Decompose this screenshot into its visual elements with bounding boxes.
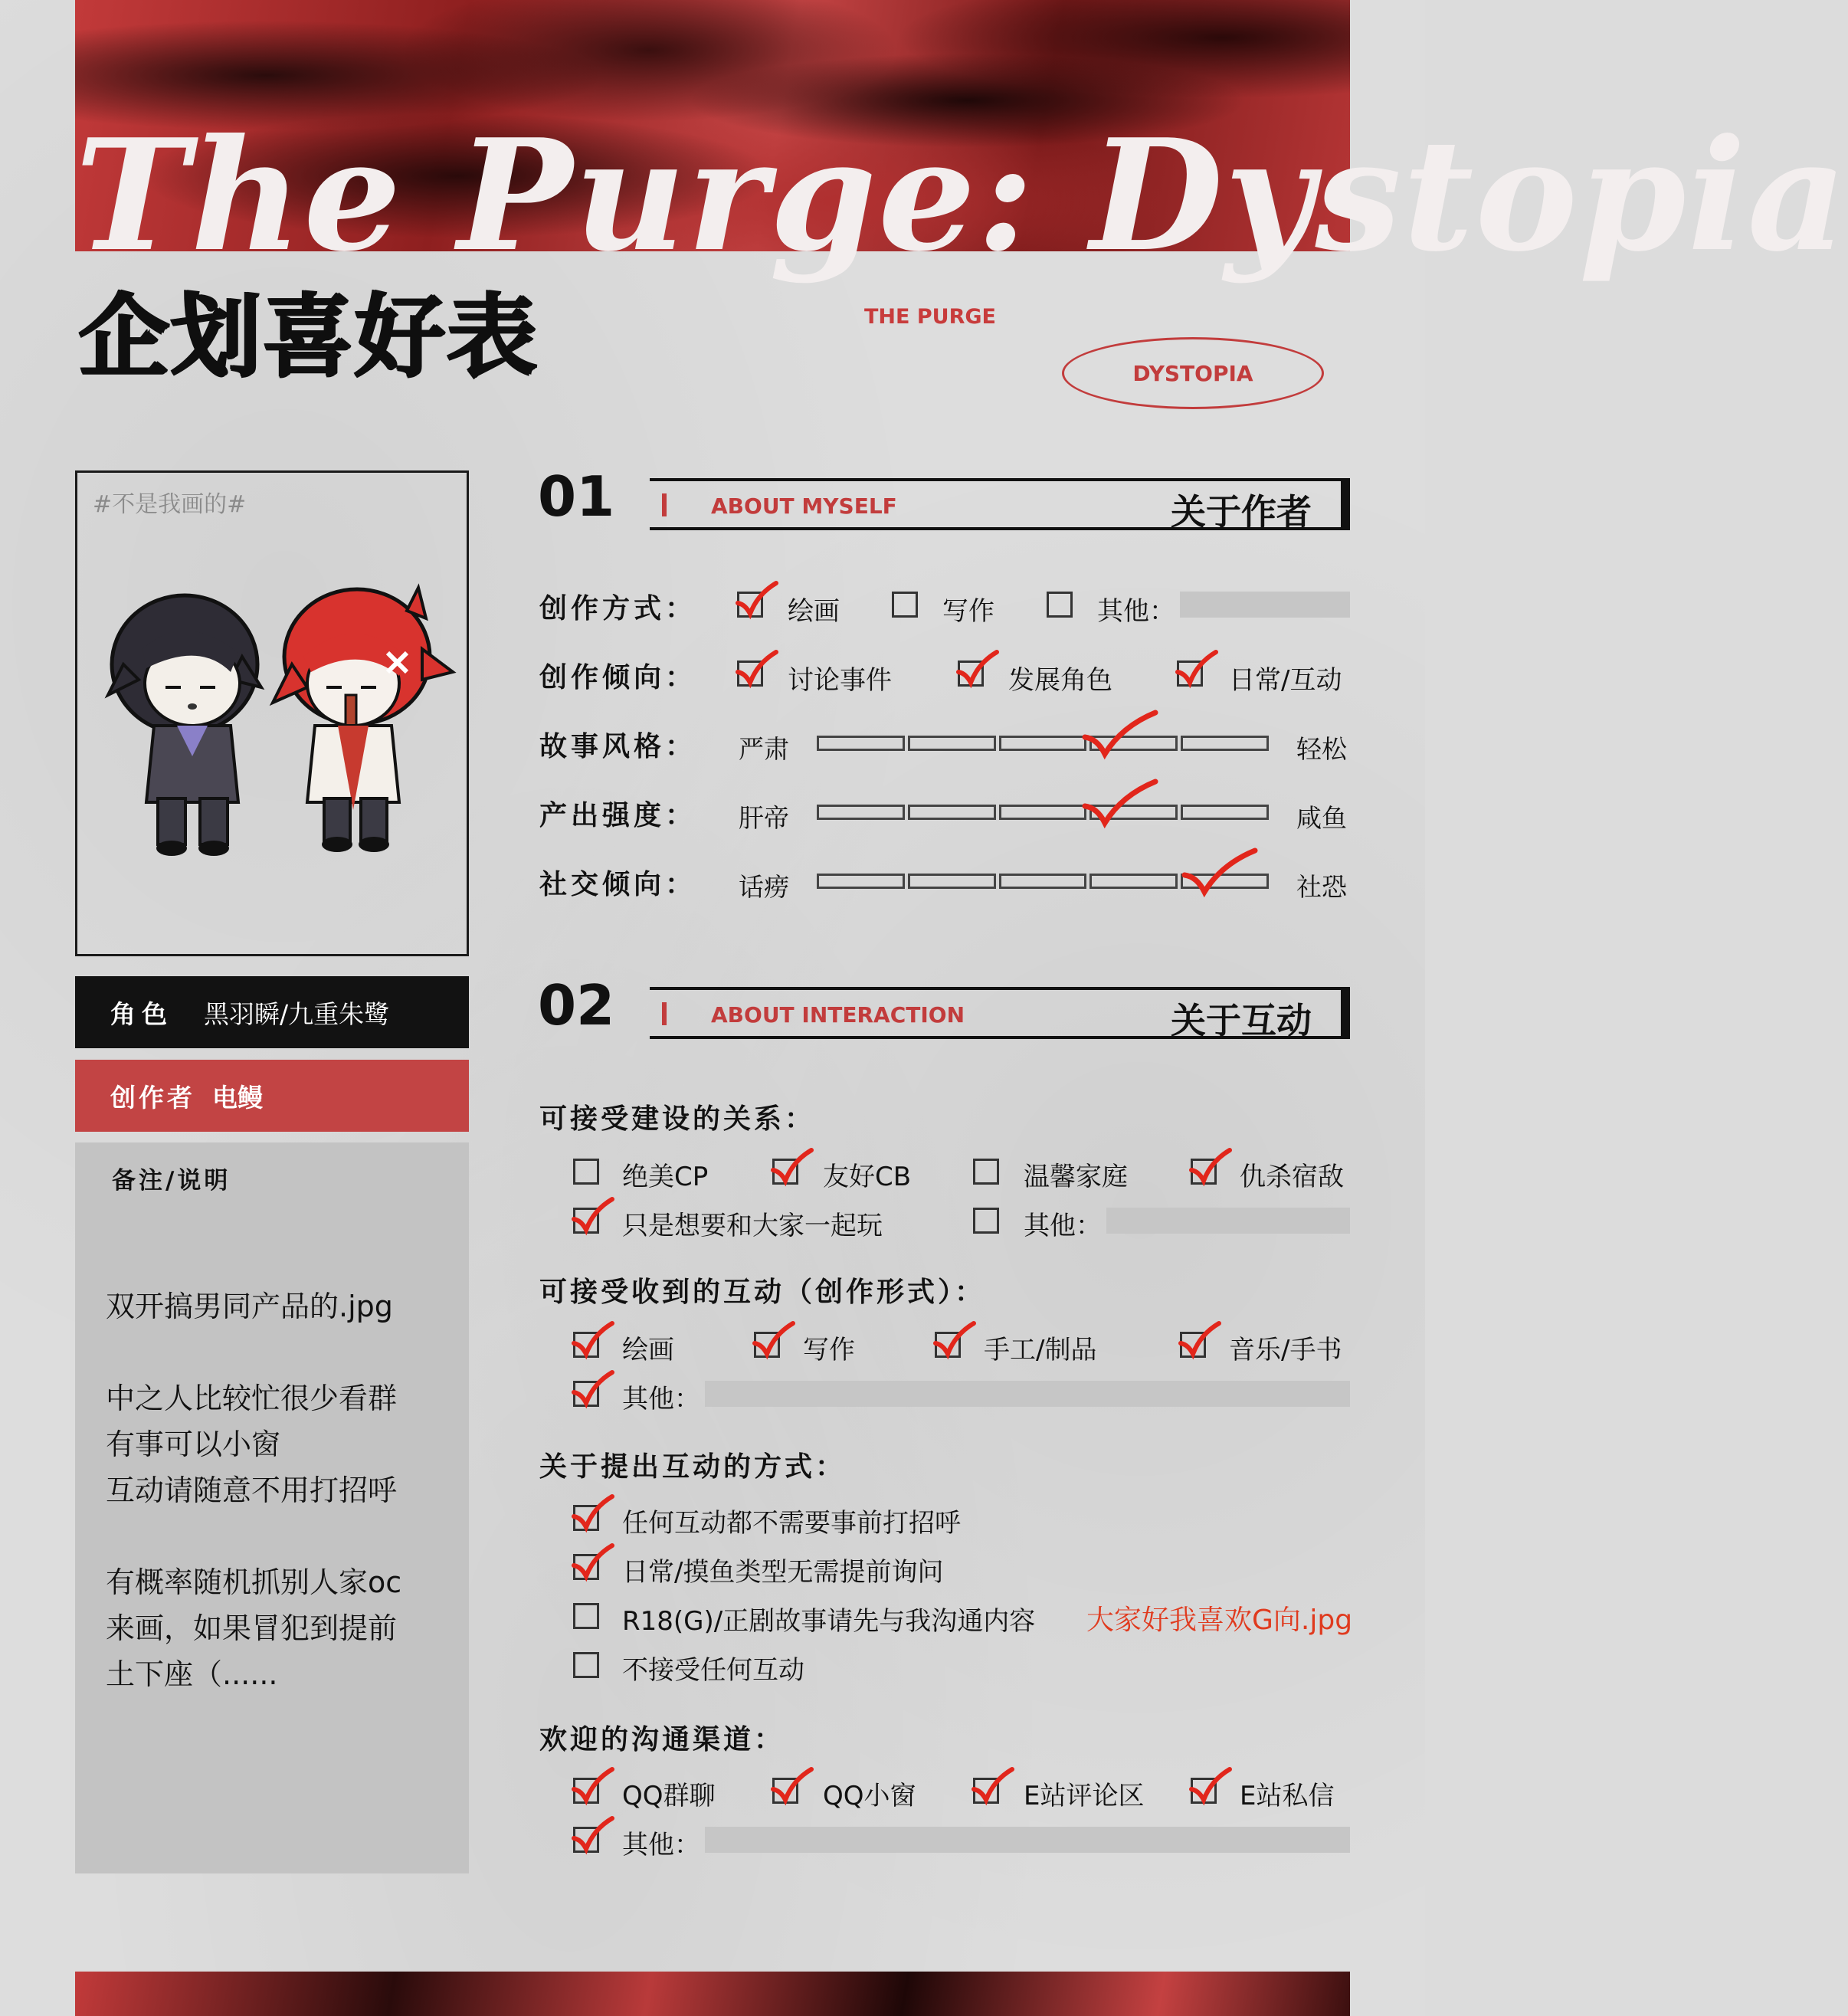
story-style-label: 故事风格：	[539, 731, 697, 762]
role-label: 角色	[110, 998, 173, 1029]
checkbox-channel-other[interactable]	[573, 1827, 599, 1853]
option-other: 其他：	[1097, 596, 1175, 627]
check-icon	[955, 649, 998, 687]
story-style-right: 轻松	[1296, 734, 1347, 764]
checkbox-form-writing[interactable]	[754, 1332, 780, 1358]
red-note: 大家好我喜欢G向.jpg	[1086, 1605, 1353, 1636]
section1-endcap	[1341, 478, 1350, 530]
checkbox-develop-characters[interactable]	[958, 661, 984, 687]
check-icon	[932, 1320, 975, 1359]
section1-marker	[662, 493, 667, 516]
checkbox-form-painting[interactable]	[573, 1332, 599, 1358]
notes-paragraph: 有概率随机抓别人家oc 来画，如果冒犯到提前 土下座（......	[106, 1565, 402, 1691]
checkbox-form-music[interactable]	[1180, 1332, 1206, 1358]
checkbox-e-comments[interactable]	[973, 1778, 999, 1804]
forms-other-input[interactable]	[705, 1381, 1350, 1407]
role-value: 黑羽瞬/九重朱鹭	[204, 998, 390, 1029]
check-icon	[770, 1147, 813, 1185]
checkbox-form-other[interactable]	[573, 1381, 599, 1407]
option-r18-ask: R18(G)/正剧故事请先与我沟通内容	[622, 1606, 1036, 1637]
checkbox-play-together[interactable]	[573, 1208, 599, 1234]
section1-number: 01	[538, 464, 615, 529]
checkbox-painting[interactable]	[737, 592, 763, 618]
channels-other-input[interactable]	[705, 1827, 1350, 1853]
output-intensity-scale[interactable]	[817, 805, 1269, 820]
page-title: 企划喜好表	[78, 284, 539, 389]
checkbox-daily-interaction[interactable]	[1177, 661, 1203, 687]
header-banner	[75, 0, 1848, 286]
output-intensity-right: 咸鱼	[1296, 803, 1347, 833]
option-cb: 友好CB	[823, 1162, 912, 1192]
chibi-characters-image	[85, 580, 468, 871]
option-form-music: 音乐/手书	[1229, 1335, 1342, 1365]
notes-title: 备注/说明	[112, 1167, 231, 1195]
check-icon	[971, 1766, 1014, 1805]
section2-marker	[662, 1002, 667, 1025]
social-tendency-label: 社交倾向：	[539, 869, 697, 900]
dystopia-label: DYSTOPIA	[1132, 360, 1253, 386]
notes-paragraph: 双开搞男同产品的.jpg	[106, 1290, 393, 1323]
check-icon	[571, 1320, 614, 1359]
check-icon	[571, 1815, 614, 1854]
story-style-scale[interactable]	[817, 736, 1269, 751]
check-icon	[571, 1542, 614, 1581]
checkbox-daily-no-ask[interactable]	[573, 1554, 599, 1580]
checkbox-qq-private[interactable]	[772, 1778, 798, 1804]
option-discuss-events: 讨论事件	[788, 665, 892, 696]
section1-header-bar	[650, 478, 1350, 533]
section2-endcap	[1341, 987, 1350, 1039]
option-play-together: 只是想要和大家一起玩	[622, 1211, 883, 1241]
chibi-red-hair	[273, 588, 453, 852]
checkbox-no-interaction[interactable]	[573, 1652, 599, 1678]
check-icon	[1178, 1320, 1221, 1359]
section1-title-en: ABOUT MYSELF	[711, 493, 897, 519]
checkbox-cb[interactable]	[772, 1159, 798, 1185]
option-develop-characters: 发展角色	[1008, 665, 1112, 696]
banner-title: The Purge: Dystopia	[75, 106, 1848, 286]
purge-label: THE PURGE	[864, 305, 996, 329]
social-tendency-right: 社恐	[1296, 872, 1347, 902]
character-portrait	[75, 470, 469, 956]
checkbox-r18-ask[interactable]	[573, 1603, 599, 1629]
dystopia-badge	[1062, 337, 1324, 409]
creation-method-label: 创作方式：	[539, 593, 697, 624]
option-qq-private: QQ小窗	[823, 1781, 916, 1811]
check-icon	[571, 1493, 614, 1532]
forms-label: 可接受收到的互动（创作形式）：	[539, 1277, 986, 1308]
check-icon	[770, 1766, 813, 1805]
output-intensity-check-icon	[1082, 779, 1158, 828]
checkbox-family[interactable]	[973, 1159, 999, 1185]
option-painting: 绘画	[788, 596, 840, 627]
option-family: 温馨家庭	[1024, 1162, 1128, 1192]
option-form-writing: 写作	[803, 1335, 855, 1365]
check-icon	[1175, 649, 1217, 687]
option-form-other: 其他：	[622, 1384, 700, 1414]
notes-paragraph: 中之人比较忙很少看群 有事可以小窗 互动请随意不用打招呼	[106, 1382, 398, 1507]
check-icon	[735, 580, 778, 618]
option-relations-other: 其他：	[1024, 1211, 1102, 1241]
notes-text	[106, 1283, 458, 1743]
option-rival: 仇杀宿敌	[1240, 1162, 1344, 1192]
role-bar	[75, 976, 469, 1048]
author-bar	[75, 1060, 469, 1132]
option-no-interaction: 不接受任何互动	[622, 1655, 804, 1686]
option-cp: 绝美CP	[622, 1162, 709, 1192]
portrait-caption: #不是我画的#	[93, 491, 247, 518]
output-intensity-label: 产出强度：	[539, 800, 697, 831]
check-icon	[1188, 1766, 1231, 1805]
social-tendency-check-icon	[1181, 847, 1258, 897]
creation-tendency-label: 创作倾向：	[539, 662, 697, 693]
check-icon	[571, 1196, 614, 1234]
story-style-left: 严肃	[739, 734, 789, 764]
check-icon	[571, 1766, 614, 1805]
section1-title-zh: 关于作者	[1171, 491, 1312, 533]
check-icon	[735, 649, 778, 687]
methods-label: 关于提出互动的方式：	[539, 1451, 847, 1483]
option-form-craft: 手工/制品	[984, 1335, 1097, 1365]
check-icon	[571, 1369, 614, 1408]
option-channel-other: 其他：	[622, 1830, 700, 1860]
option-e-comments: E站评论区	[1024, 1781, 1145, 1811]
check-icon	[752, 1320, 795, 1359]
section2-title-zh: 关于互动	[1171, 1000, 1312, 1041]
checkbox-rival[interactable]	[1191, 1159, 1217, 1185]
chibi-dark-hair	[108, 595, 261, 856]
author-value: 电鳗	[212, 1082, 263, 1113]
option-daily-interaction: 日常/互动	[1229, 665, 1342, 696]
relations-label: 可接受建设的关系：	[539, 1103, 816, 1135]
social-tendency-left: 话痨	[739, 872, 789, 902]
check-icon	[1188, 1147, 1231, 1185]
checkbox-e-dm[interactable]	[1191, 1778, 1217, 1804]
other-input-field[interactable]	[1180, 592, 1350, 618]
checkbox-relations-other[interactable]	[973, 1208, 999, 1234]
checkbox-qq-group[interactable]	[573, 1778, 599, 1804]
option-e-dm: E站私信	[1240, 1781, 1335, 1811]
option-daily-no-ask: 日常/摸鱼类型无需提前询问	[622, 1557, 944, 1588]
checkbox-writing[interactable]	[892, 592, 918, 618]
channels-label: 欢迎的沟通渠道：	[539, 1724, 785, 1755]
notes-box	[75, 1142, 469, 1873]
option-writing: 写作	[942, 596, 994, 627]
footer-banner	[75, 1972, 1350, 2016]
option-no-greeting: 任何互动都不需要事前打招呼	[622, 1508, 961, 1539]
story-style-check-icon	[1082, 710, 1158, 759]
checkbox-discuss-events[interactable]	[737, 661, 763, 687]
checkbox-form-craft[interactable]	[935, 1332, 961, 1358]
author-label: 创作者	[110, 1082, 195, 1113]
checkbox-other[interactable]	[1047, 592, 1073, 618]
option-qq-group: QQ群聊	[622, 1781, 716, 1811]
section2-title-en: ABOUT INTERACTION	[711, 1002, 965, 1028]
checkbox-no-greeting[interactable]	[573, 1505, 599, 1531]
option-form-painting: 绘画	[622, 1335, 674, 1365]
output-intensity-left: 肝帝	[739, 803, 789, 833]
section2-number: 02	[538, 973, 615, 1038]
section2-header-bar	[650, 987, 1350, 1039]
checkbox-cp[interactable]	[573, 1159, 599, 1185]
relations-other-input[interactable]	[1106, 1208, 1350, 1234]
